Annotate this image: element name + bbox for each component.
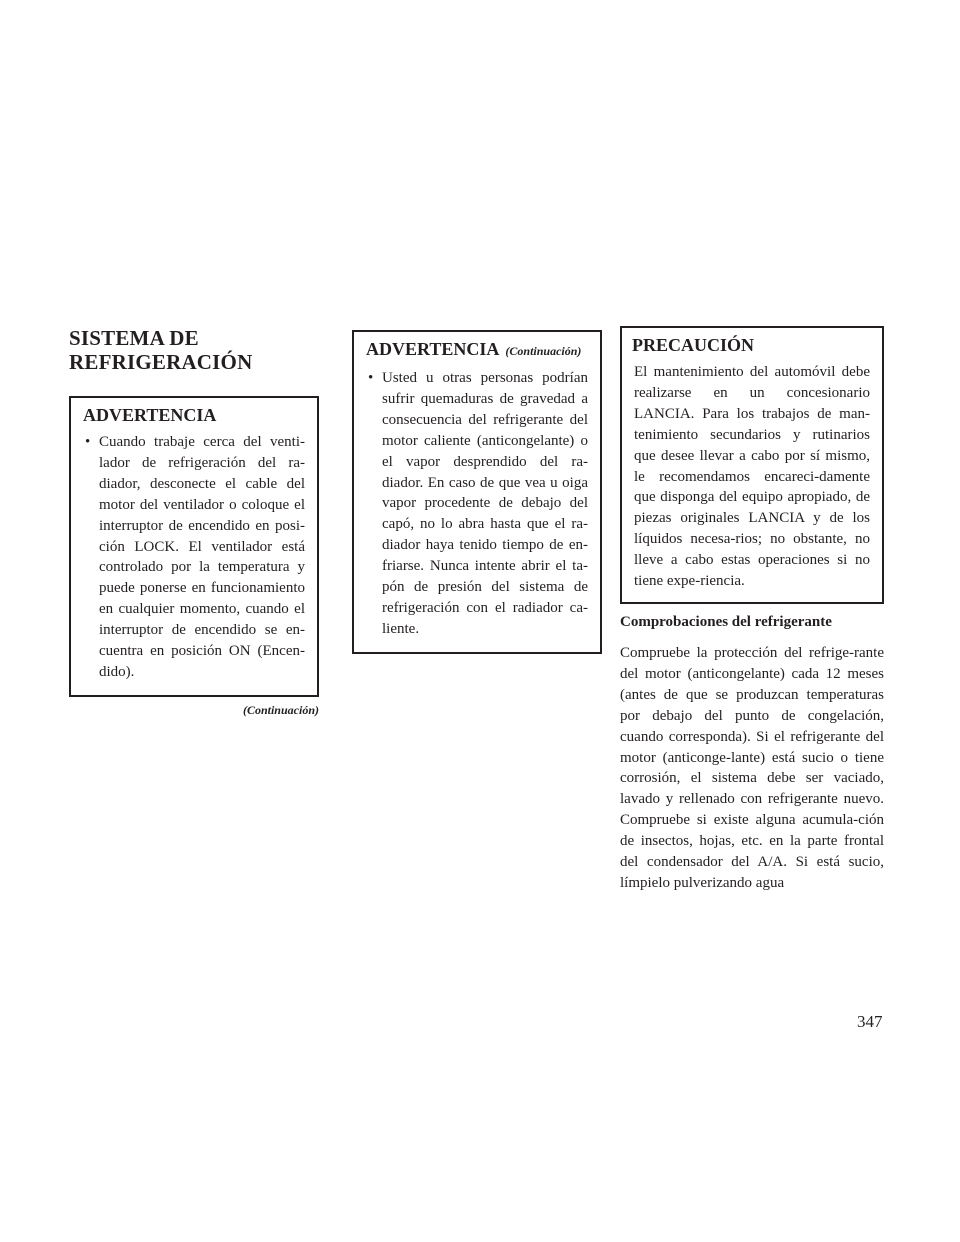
page-number: 347: [857, 1012, 883, 1031]
continuation-note: (Continuación): [242, 702, 319, 717]
warning-continued-title-text: ADVERTENCIA: [366, 339, 500, 359]
warning-continued-box: [352, 330, 602, 654]
warning-continued-bullet-item: [368, 368, 588, 640]
caution-box: [620, 326, 884, 604]
warning-continued-title: [366, 338, 588, 362]
coolant-checks-text: Compruebe la protección del refrige-rante del motor (anticongelante) cada 12 meses (antes de que se produzcan temperaturas por debajo del punto de congelación, cuando corresponda). Si el refrigerante del motor (anticonge-lante) está sucio o tiene corrosión, el sistema debe ser vaciado, lavado y rellenado con refrigerante nuevo. Compruebe si existe alguna acumula-ción de insectos, hojas, etc. en la parte frontal del condensador del A/A. Si está sucio, límpielo pulverizando agua: [620, 644, 884, 891]
bullet-icon: •: [368, 370, 374, 386]
warning-continued-text: Usted u otras personas podrían sufrir quemaduras de gravedad a consecuencia del refrigerante del motor caliente (anticongelante) o el vapor desprendido del ra-diador. En caso de que vea u oiga vapor procedente de debajo del capó, no lo abra hasta que el ra-diador haya tenido tiempo de en-friarse. Nunca intente abrir el ta-pón de presión del sistema de refrigeración con el radiador ca-liente.: [382, 370, 588, 637]
coolant-checks-heading: Comprobaciones del refrigerante: [620, 613, 832, 630]
section-title-line-2: REFRIGERACIÓN: [69, 350, 253, 374]
right-column: [620, 326, 884, 894]
caution-title: PRECAUCIÓN: [632, 335, 755, 355]
left-column: [69, 326, 319, 718]
warning-box: [69, 396, 319, 697]
warning-title: ADVERTENCIA: [83, 405, 217, 425]
section-title: [69, 326, 319, 374]
caution-text: El mantenimiento del automóvil debe realizarse en un concesionario LANCIA. Para los trabajos de man-tenimiento secundarios y rutinarios que desee llevar a cabo por sí mismo, le recomendamos encareci-damente que disponga del equipo apropiado, de piezas originales LANCIA y de los líquidos necesa-rios; no obstante, no lleve a cabo estas operaciones si no tiene expe-riencia.: [634, 364, 870, 590]
warning-bullet-item: [85, 432, 305, 683]
bullet-icon: •: [85, 434, 91, 450]
warning-continued-suffix: (Continuación): [505, 344, 582, 358]
middle-column: [352, 330, 602, 654]
warning-text: Cuando trabaje cerca del venti-lador de refrigeración del ra-diador, desconecte el cable del motor del ventilador o coloque el interruptor de encendido en posi-ción LOCK. El ventilador está controlado por la temperatura y puede ponerse en funcionamiento en cualquier momento, cuando el interruptor de encendido se en-cuentra en posición ON (Encen-dido).: [99, 434, 305, 680]
section-title-line-1: SISTEMA DE: [69, 326, 199, 350]
